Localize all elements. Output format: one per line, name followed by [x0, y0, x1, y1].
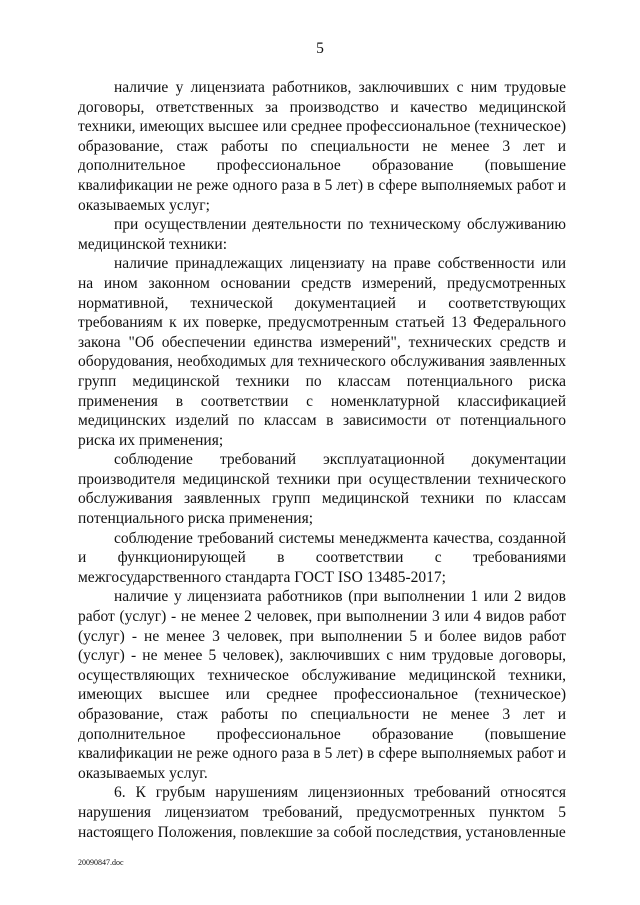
paragraph-maintenance-heading: при осуществлении деятельности по техническому обслуживанию медицинской техники:: [78, 216, 566, 253]
paragraph-staff-maintenance: наличие у лицензиата работников (при выполнении 1 или 2 видов работ (услуг) - не менее 2 человек, при выполнении 3 или 4 видов работ (услуг) - не менее 3 человек, при выполнении 5 и более видов работ (услуг) - не менее 5 человек), заключивших с ним трудовые договоры, осуществляющих техническое обслуживание медицинской техники, имеющих высшее или среднее профессиональное (техническое) образование, стаж работы по специальности не менее 3 лет и дополнительное профессиональное образование (повышение квалификации не реже одного раза в 5 лет) в сфере выполняемых работ и оказываемых услуг.: [78, 588, 566, 782]
document-body: [78, 78, 566, 842]
paragraph-operating-documentation: соблюдение требований эксплуатационной документации производителя медицинской техники при осуществлении технического обслуживания заявленных групп медицинской техники по классам потенциального риска применения;: [78, 451, 566, 528]
page-number: 5: [316, 40, 324, 57]
footer-filename: 20090847.doc: [78, 858, 124, 867]
paragraph-quality-management: соблюдение требований системы менеджмента качества, созданной и функционирующей в соответствии с требованиями межгосударственного стандарта ГОСТ ISO 13485-2017;: [78, 529, 566, 586]
paragraph-staff-production: наличие у лицензиата работников, заключивших с ним трудовые договоры, ответственных за производство и качество медицинской техники, имеющих высшее или среднее профессиональное (техническое) образование, стаж работы по специальности не менее 3 лет и дополнительное профессиональное образование (повышение квалификации не реже одного раза в 5 лет) в сфере выполняемых работ и оказываемых услуг;: [78, 79, 566, 214]
paragraph-gross-violations: 6. К грубым нарушениям лицензионных требований относятся нарушения лицензиатом требований, предусмотренных пунктом 5 настоящего Положения, повлекшие за собой последствия, установленные: [78, 784, 566, 841]
paragraph-measurement-equipment: наличие принадлежащих лицензиату на праве собственности или на ином законном основании средств измерений, предусмотренных нормативной, технической документацией и соответствующих требованиям к их поверке, предусмотренным статьей 13 Федерального закона "Об обеспечении единства измерений", технических средств и оборудования, необходимых для технического обслуживания заявленных групп медицинской техники по классам потенциального риска применения в соответствии с номенклатурной классификацией медицинских изделий по классам в зависимости от потенциального риска их применения;: [78, 255, 566, 449]
